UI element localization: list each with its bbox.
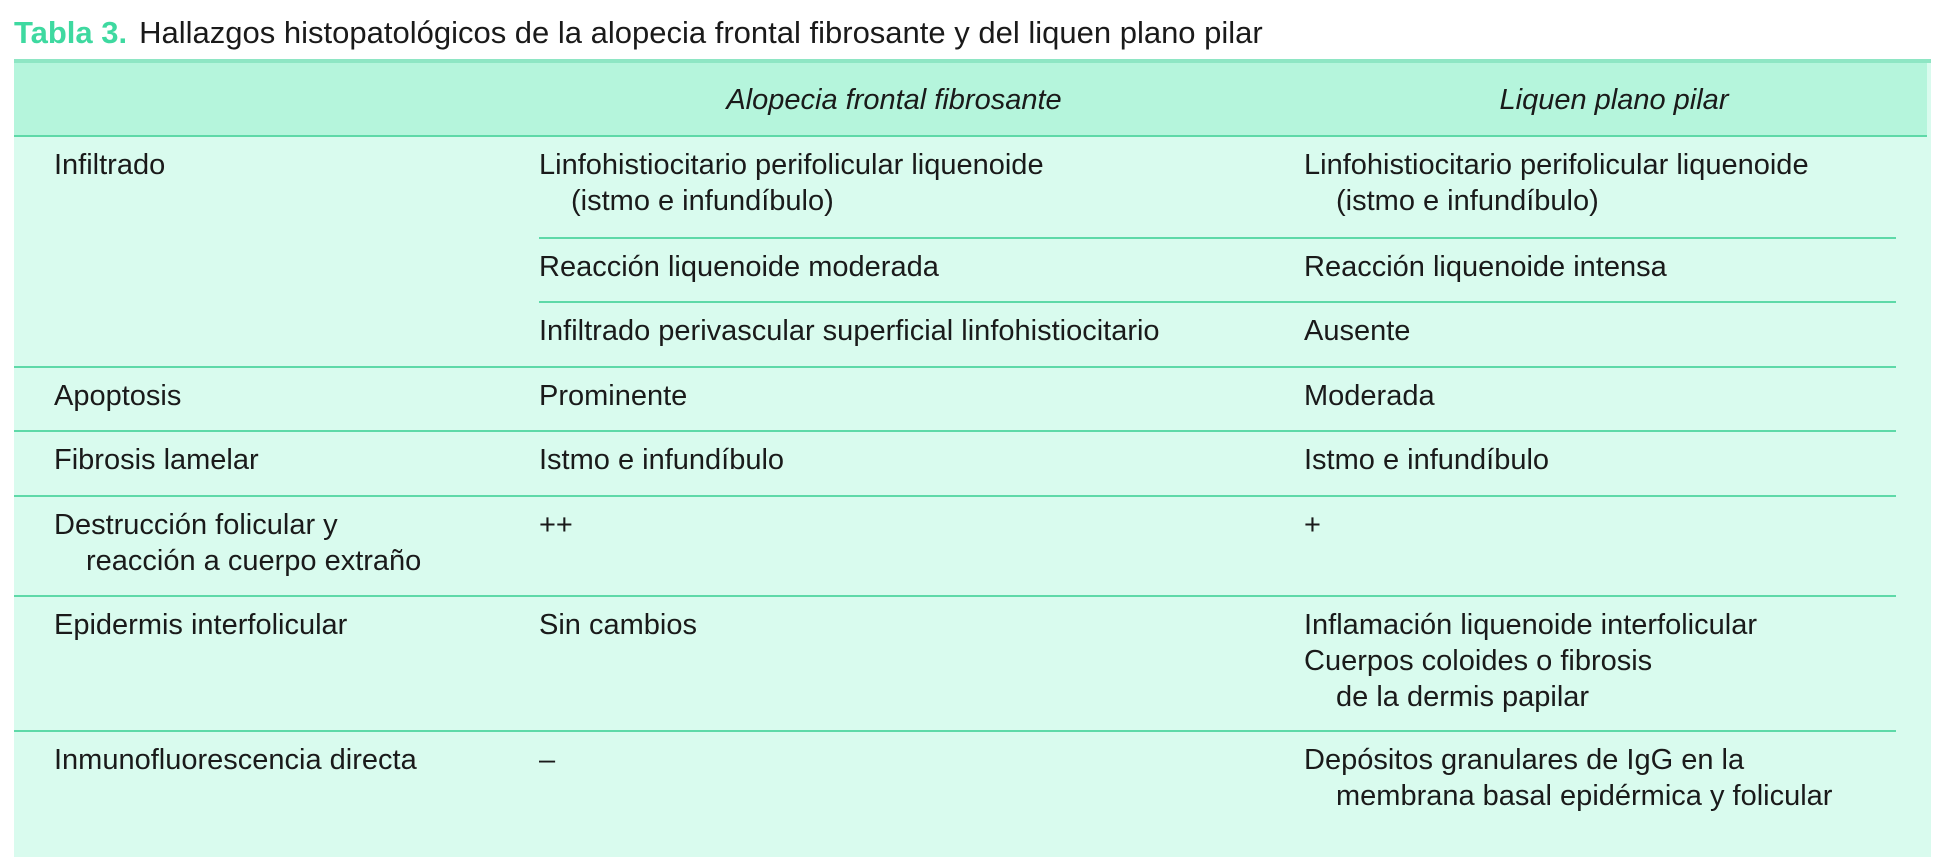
cell-aff: Infiltrado perivascular superficial linfohistiocitario [539,315,1160,347]
cell-lpp: Reacción liquenoide intensa [1304,251,1667,283]
cell-aff [539,147,1044,219]
cell-lpp [1304,147,1809,219]
table-row [14,432,1931,496]
cell-lpp: Ausente [1304,315,1411,347]
row-label-infiltrado: Infiltrado [54,149,166,181]
cell-text-continued: de la dermis papilar [1336,681,1590,713]
table-row [14,732,1931,842]
cell-text: Linfohistiocitario perifolicular liquenoide [539,149,1044,181]
row-label-destruccion-folicular [54,507,421,579]
cell-text: Linfohistiocitario perifolicular liquenoide [1304,149,1809,181]
cell-text-continued: (istmo e infundíbulo) [1336,185,1599,217]
data-table [14,59,1931,857]
table-row [14,368,1931,432]
row-label-fibrosis-lamelar: Fibrosis lamelar [54,444,259,476]
cell-text: Depósitos granulares de IgG en la [1304,744,1745,776]
cell-text: Destrucción folicular y [54,509,338,541]
cell-aff: – [539,744,556,776]
cell-lpp: + [1304,509,1321,541]
cell-aff: ++ [539,509,573,541]
cell-aff: Sin cambios [539,609,697,641]
cell-aff: Prominente [539,380,688,412]
table-row [14,239,1931,303]
table-row [14,497,1931,595]
header-alopecia-frontal-fibrosante: Alopecia frontal fibrosante [726,84,1062,116]
table-title: Hallazgos histopatológicos de la alopecia frontal fibrosante y del liquen plano pilar [139,15,1263,50]
table-row [14,137,1931,219]
row-label-epidermis-interfolicular: Epidermis interfolicular [54,609,348,641]
cell-lpp: Istmo e infundíbulo [1304,444,1550,476]
cell-text: Cuerpos coloides o fibrosis [1304,645,1653,677]
cell-lpp: Moderada [1304,380,1435,412]
table-caption [14,10,1263,56]
cell-aff: Reacción liquenoide moderada [539,251,939,283]
table-row [14,597,1931,730]
table-number: Tabla 3. [14,15,128,50]
cell-text-continued: reacción a cuerpo extraño [86,545,422,577]
cell-text-continued: membrana basal epidérmica y folicular [1336,780,1833,812]
header-liquen-plano-pilar: Liquen plano pilar [1499,84,1729,116]
cell-lpp [1304,742,1832,814]
cell-aff: Istmo e infundíbulo [539,444,785,476]
cell-lpp [1304,607,1757,715]
cell-text: Inflamación liquenoide interfolicular [1304,609,1757,641]
cell-text-continued: (istmo e infundíbulo) [571,185,834,217]
row-label-apoptosis: Apoptosis [54,380,182,412]
table-header [14,63,1927,137]
table-row [14,303,1931,367]
row-label-inmunofluorescencia: Inmunofluorescencia directa [54,744,417,776]
